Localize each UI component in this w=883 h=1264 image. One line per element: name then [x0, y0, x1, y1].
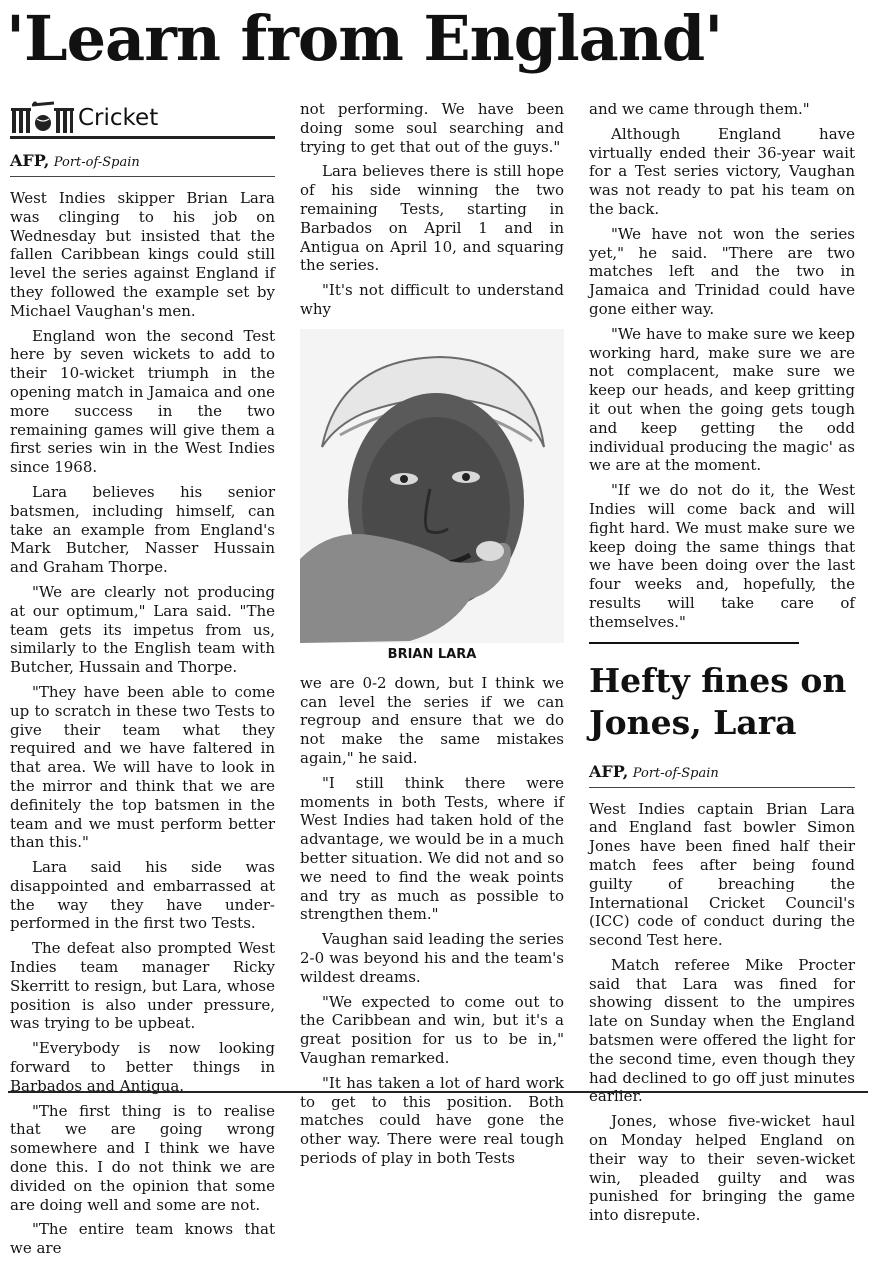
paragraph: "It has taken a lot of hard work to get to this position. Both matches could have gone the other way. There were real tough periods of play in both Tests — [300, 1073, 564, 1167]
paragraph: "We are clearly not producing at our optimum," Lara said. "The team gets its impetus from us, similarly to the English team with Butcher, Hussain and Thorpe. — [10, 582, 275, 677]
paragraph: "Everybody is now looking forward to better things in Barbados and Antigua. — [10, 1039, 275, 1095]
paragraph: Lara believes his senior batsmen, including himself, can take an example from England's Mark Butcher, Nasser Hussain and Graham Thorpe. — [10, 482, 275, 577]
player-photo — [300, 329, 564, 643]
story-divider — [589, 642, 799, 644]
paragraph: Match referee Mike Procter said that Lara was fined for showing dissent to the umpires late on Sunday when the England batsmen were offered the light for the second time, even though they had declined to go off just minutes earlier. — [589, 955, 855, 1106]
paragraph: "I still think there were moments in both Tests, where if West Indies had taken hold of the advantage, we would be in a much better situation. We did not and so we need to find the weak points and try as much as possible to strengthen them." — [300, 773, 564, 924]
paragraph: The defeat also prompted West Indies team manager Ricky Skerritt to resign, but Lara, whose position is also under pressure, was trying to be upbeat. — [10, 939, 275, 1033]
player-portrait-image — [300, 329, 564, 643]
paragraph: England won the second Test here by seven wickets to add to their 10-wicket triumph in the opening match in Jamaica and one more success in the two remaining games will give them a first series win in the West Indies since 1968. — [10, 326, 275, 477]
column-3 — [589, 100, 855, 1231]
paragraph: and we came through them." — [589, 100, 810, 118]
cricket-icon — [10, 101, 74, 135]
paragraph: "If we do not do it, the West Indies will come back and will fight hard. We must make sure we keep doing the same things that we have been doing over the last four weeks and, hopefully, the results will take care of themselves." — [589, 481, 855, 631]
paragraph: "We have to make sure we keep working hard, make sure we are not complacent, make sure we keep our heads, and keep gritting it out when the going gets tough and keep getting the odd individual producing the magic' as we are at the moment. — [589, 324, 855, 475]
dateline-place: Port-of-Spain — [53, 155, 140, 170]
headline: 'Learn from England' — [6, 2, 723, 75]
paragraph: "The first thing is to realise that we are going wrong somewhere and I think we have done this. I do not think we are divided on the opinion that some are doing well and some are not. — [10, 1101, 275, 1214]
photo-caption: BRIAN LARA — [387, 646, 477, 662]
dateline — [10, 151, 275, 177]
paragraph: Although England have virtually ended their 36-year wait for a Test series victory, Vaughan was not ready to pat his team on the back. — [589, 124, 855, 218]
paragraph: we are 0-2 down, but I think we can level the series if we can regroup and ensure that we do not make the same mistakes again," he said. — [300, 673, 564, 767]
column-2 — [300, 100, 564, 1174]
paragraph: "The entire team knows that we are — [10, 1220, 275, 1258]
paragraph: "We have not won the series yet," he said. "There are two matches left and the two in Jamaica and Trinidad could have gone either way. — [589, 224, 855, 318]
paragraph: not performing. We have been doing some soul searching and trying to get that out of the guys." — [300, 100, 564, 156]
dateline-agency: AFP, — [10, 151, 50, 170]
paragraph: "We expected to come out to the Caribbean and win, but it's a great position for us to be in," Vaughan remarked. — [300, 992, 564, 1067]
page-bottom-rule — [8, 1091, 868, 1093]
column-1 — [10, 100, 275, 1264]
paragraph: Vaughan said leading the series 2-0 was beyond his and the team's wildest dreams. — [300, 930, 564, 986]
paragraph: Lara said his side was disappointed and embarrassed at the way they have under-performed in the first two Tests. — [10, 858, 275, 933]
paragraph: "They have been able to come up to scratch in these two Tests to give their team what they required and we have faltered in that area. We will have to look in the mirror and think that we are definitely the top batsmen in the team and we must perform better than this." — [10, 682, 275, 852]
paragraph: Lara believes there is still hope of his side winning the two remaining Tests, starting in Barbados on April 1 and in Antigua on April 10, and squaring the series. — [300, 162, 564, 275]
section-tag — [10, 100, 275, 139]
dateline-place: Port-of-Spain — [632, 765, 719, 781]
paragraph: "It's not difficult to understand why — [300, 281, 564, 318]
paragraph: West Indies skipper Brian Lara was clinging to his job on Wednesday but insisted that the fallen Caribbean kings could still level the series against England if they followed the example set by Michael Vaughan's men. — [10, 189, 275, 320]
second-story-dateline — [589, 762, 855, 788]
paragraph: Jones, whose five-wicket haul on Monday helped England on their way to their seven-wicket win, pleaded guilty and was punished for bringing the game into disrepute. — [589, 1112, 855, 1225]
second-story-headline: Hefty fines on Jones, Lara — [589, 660, 847, 742]
section-label: Cricket — [78, 105, 159, 131]
dateline-agency: AFP, — [589, 761, 629, 781]
paragraph: West Indies captain Brian Lara and England fast bowler Simon Jones have been fined half their match fees after being found guilty of breaching the International Cricket Council's (ICC) code of conduct during the second Test here. — [589, 799, 855, 950]
